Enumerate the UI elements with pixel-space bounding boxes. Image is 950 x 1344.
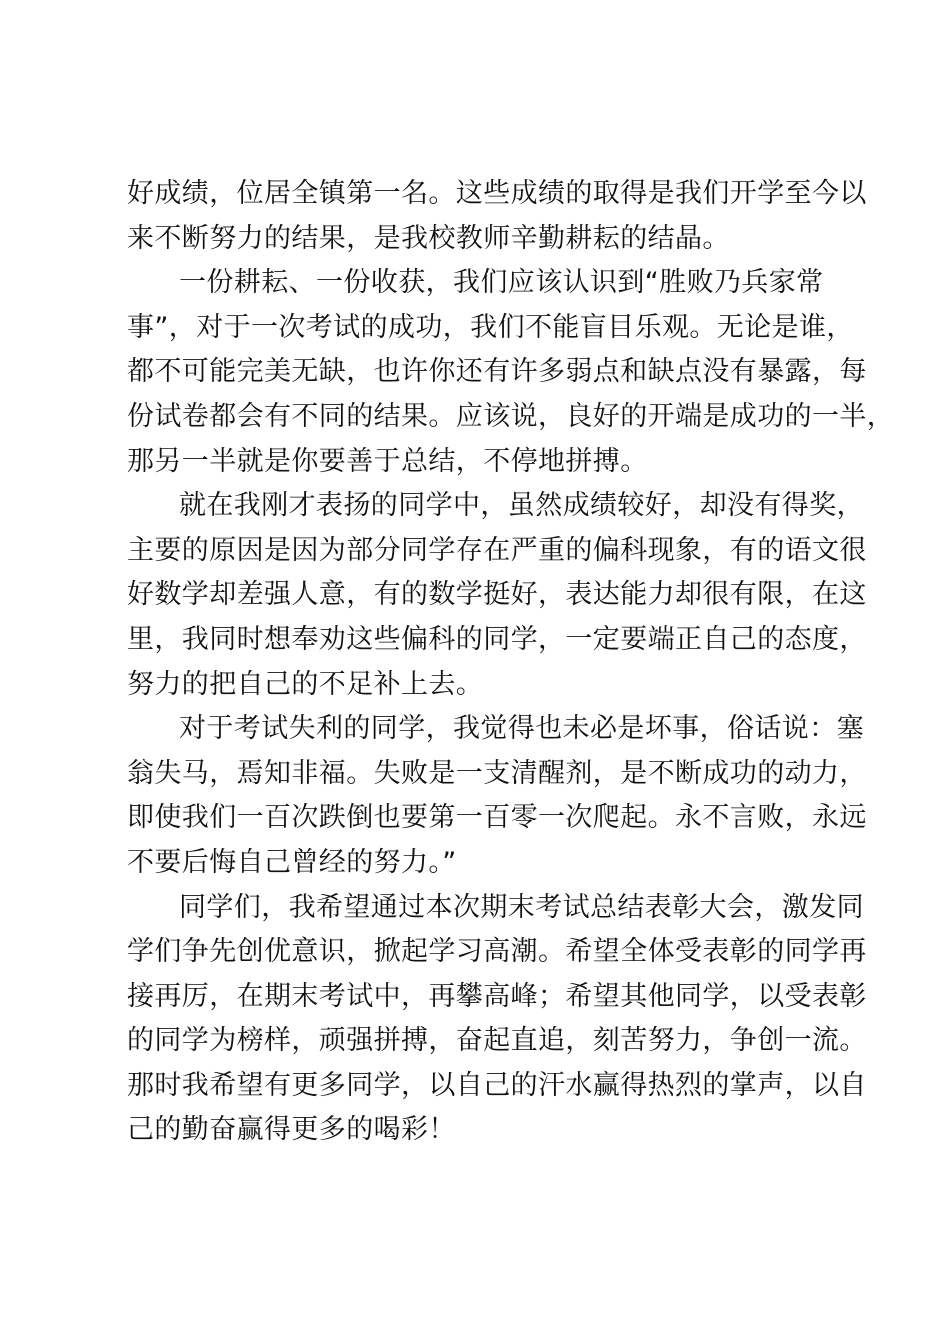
text-line: 主要的原因是因为部分同学存在严重的偏科现象，有的语文很	[127, 534, 867, 566]
document-body	[127, 172, 895, 1153]
text-line: 好数学却差强人意，有的数学挺好，表达能力却很有限，在这	[127, 579, 867, 611]
text-line: 接再厉，在期末考试中，再攀高峰；希望其他同学，以受表彰	[127, 980, 867, 1012]
text-line: 学们争先创优意识，掀起学习高潮。希望全体受表彰的同学再	[127, 936, 867, 968]
text-line: 的同学为榜样，顽强拼搏，奋起直追，刻苦努力，争创一流。	[127, 1025, 867, 1057]
paragraph-first-line: 就在我刚才表扬的同学中，虽然成绩较好，却没有得奖，	[179, 490, 864, 522]
text-line: 即使我们一百次跌倒也要第一百零一次爬起。永不言败，永远	[127, 802, 867, 834]
text-line: 那时我希望有更多同学，以自己的汗水赢得热烈的掌声，以自	[127, 1069, 867, 1101]
text-line: 来不断努力的结果，是我校教师辛勤耕耘的结晶。	[127, 222, 730, 254]
paragraph-first-line: 对于考试失利的同学，我觉得也未必是坏事，俗话说：塞	[179, 713, 864, 745]
paragraph-first-line: 一份耕耘、一份收获，我们应该认识到“胜败乃兵家常	[179, 267, 824, 299]
text-line: 份试卷都会有不同的结果。应该说，良好的开端是成功的一半，	[127, 400, 895, 432]
text-line: 那另一半就是你要善于总结，不停地拼搏。	[127, 445, 648, 477]
text-line: 己的勤奋赢得更多的喝彩！	[127, 1114, 456, 1146]
paragraph-first-line: 同学们，我希望通过本次期末考试总结表彰大会，激发同	[179, 891, 864, 923]
text-line: 翁失马，焉知非福。失败是一支清醒剂，是不断成功的动力，	[127, 757, 867, 789]
text-line: 里，我同时想奉劝这些偏科的同学，一定要端正自己的态度，	[127, 623, 867, 655]
text-line: 好成绩，位居全镇第一名。这些成绩的取得是我们开学至今以	[127, 178, 867, 209]
text-line: 不要后悔自己曾经的努力。”	[127, 846, 457, 878]
text-line: 努力的把自己的不足补上去。	[127, 668, 484, 700]
text-line: 都不可能完美无缺，也许你还有许多弱点和缺点没有暴露，每	[127, 356, 867, 388]
text-line: 事”，对于一次考试的成功，我们不能盲目乐观。无论是谁，	[127, 311, 854, 343]
